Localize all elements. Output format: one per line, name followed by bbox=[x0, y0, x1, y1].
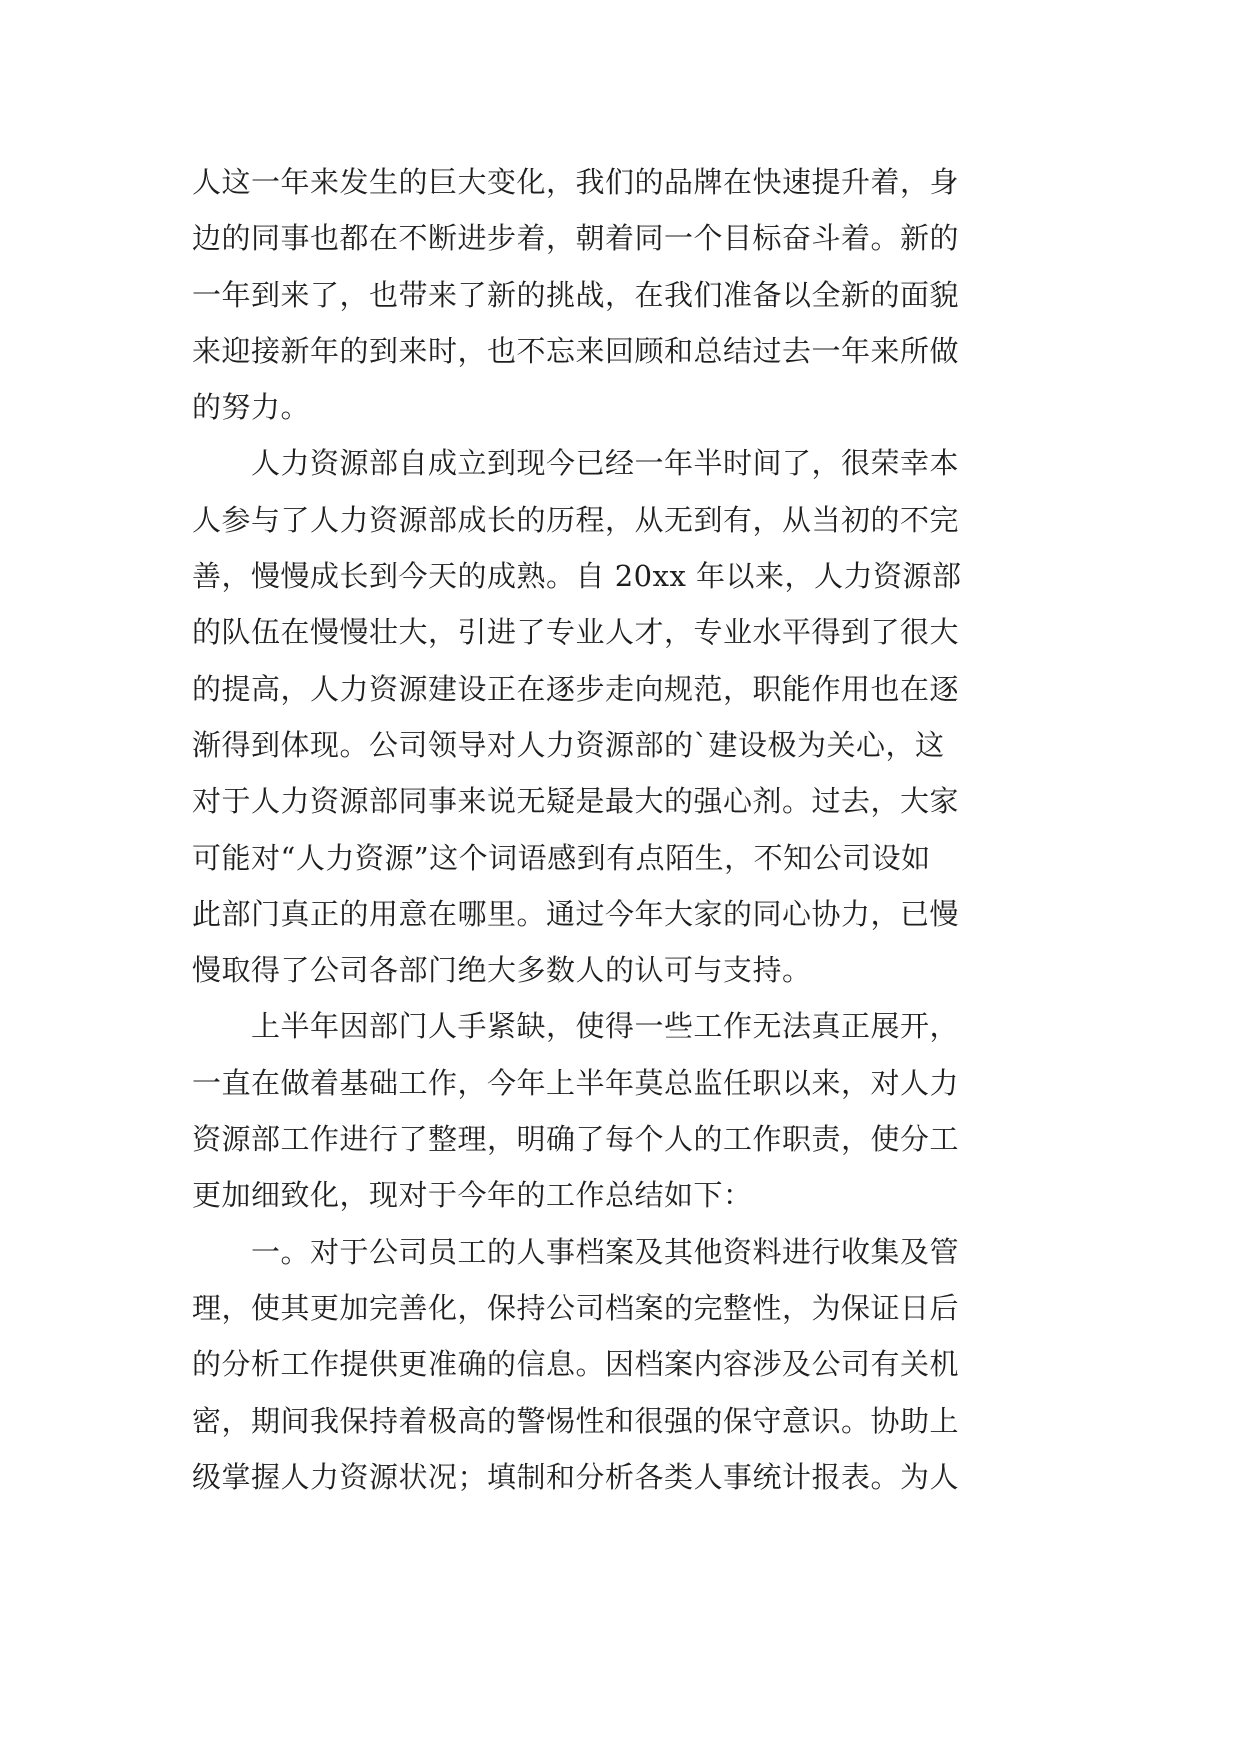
text-line: 渐得到体现。公司领导对人力资源部的`建设极为关心，这 bbox=[192, 727, 945, 762]
text-line: 一直在做着基础工作，今年上半年莫总监任职以来，对人力 bbox=[192, 1065, 960, 1100]
text-line: 级掌握人力资源状况；填制和分析各类人事统计报表。为人 bbox=[192, 1459, 960, 1494]
paragraph-start-line: 人力资源部自成立到现今已经一年半时间了，很荣幸本 bbox=[192, 446, 960, 481]
text-line: 密，期间我保持着极高的警惕性和很强的保守意识。协助上 bbox=[192, 1403, 960, 1438]
text-line: 人参与了人力资源部成长的历程，从无到有，从当初的不完 bbox=[192, 502, 960, 537]
text-line: 善，慢慢成长到今天的成熟。自 20xx 年以来，人力资源部 bbox=[192, 559, 962, 594]
paragraph-start-line: 一。对于公司员工的人事档案及其他资料进行收集及管 bbox=[192, 1234, 960, 1269]
text-line: 可能对“人力资源”这个词语感到有点陌生，不知公司设如 bbox=[192, 840, 931, 875]
text-line: 一年到来了，也带来了新的挑战，在我们准备以全新的面貌 bbox=[192, 277, 960, 312]
text-line: 人这一年来发生的巨大变化，我们的品牌在快速提升着，身 bbox=[192, 165, 960, 199]
body-text bbox=[192, 154, 1052, 1505]
text-line: 的队伍在慢慢壮大，引进了专业人才，专业水平得到了很大 bbox=[192, 615, 960, 650]
text-line: 对于人力资源部同事来说无疑是最大的强心剂。过去，大家 bbox=[192, 784, 960, 819]
text-line: 更加细致化，现对于今年的工作总结如下： bbox=[192, 1178, 753, 1213]
text-line: 的提高，人力资源建设正在逐步走向规范，职能作用也在逐 bbox=[192, 671, 960, 706]
text-line: 资源部工作进行了整理，明确了每个人的工作职责，使分工 bbox=[192, 1122, 960, 1157]
text-line: 的努力。 bbox=[192, 390, 311, 425]
paragraph-start-line: 上半年因部门人手紧缺，使得一些工作无法真正展开， bbox=[192, 1009, 960, 1044]
text-line: 此部门真正的用意在哪里。通过今年大家的同心协力，已慢 bbox=[192, 896, 960, 931]
text-line: 来迎接新年的到来时，也不忘来回顾和总结过去一年来所做 bbox=[192, 333, 960, 368]
text-line: 理，使其更加完善化，保持公司档案的完整性，为保证日后 bbox=[192, 1290, 960, 1325]
text-line: 慢取得了公司各部门绝大多数人的认可与支持。 bbox=[192, 953, 812, 988]
text-line: 的分析工作提供更准确的信息。因档案内容涉及公司有关机 bbox=[192, 1347, 960, 1382]
text-line: 边的同事也都在不断进步着，朝着同一个目标奋斗着。新的 bbox=[192, 221, 960, 256]
